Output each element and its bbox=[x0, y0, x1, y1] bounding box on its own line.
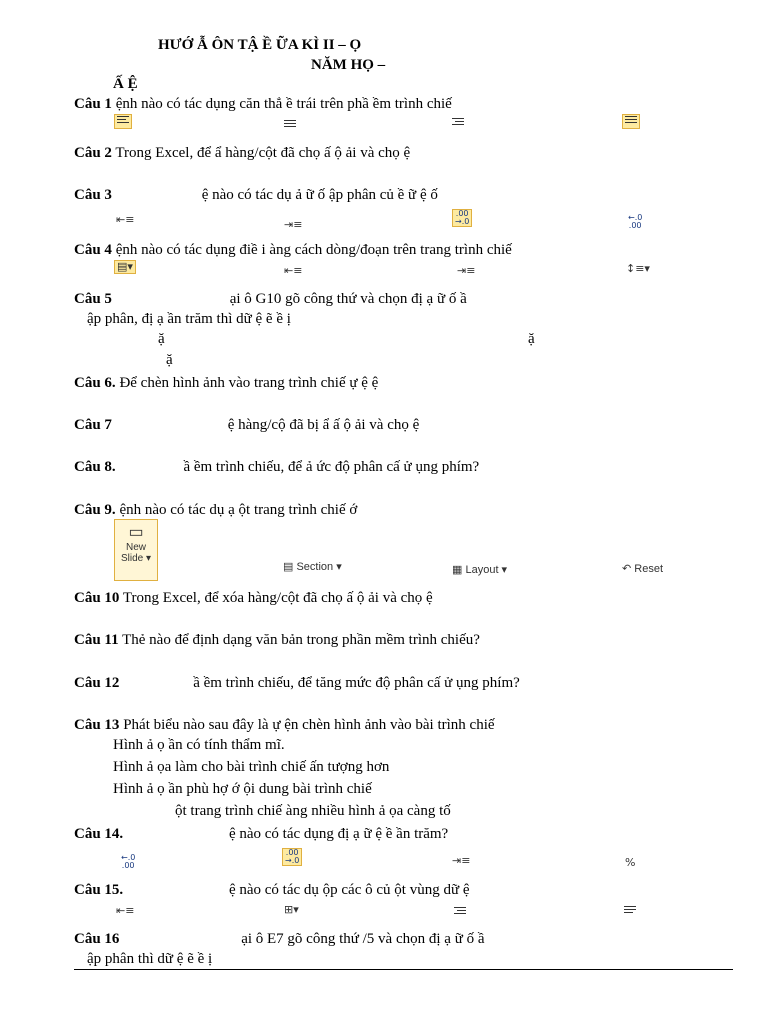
question-label: Câu 8. bbox=[74, 459, 116, 475]
new-slide-button[interactable] bbox=[114, 519, 158, 581]
decrease-decimal-icon[interactable]: ←.0 .00 bbox=[628, 213, 643, 230]
section-label: Section ▾ bbox=[296, 561, 342, 573]
question-label: Câu 13 bbox=[74, 717, 120, 733]
question-13-option-d: ột trang trình chiế àng nhiều hình ả ọa càng tố bbox=[175, 803, 451, 819]
question-7 bbox=[74, 416, 419, 434]
question-label: Câu 15. bbox=[74, 882, 124, 898]
question-1 bbox=[74, 95, 452, 113]
new-slide-icon: ▭ bbox=[128, 524, 144, 541]
question-text: Thẻ nào để định dạng văn bản trong phần mềm trình chiếu? bbox=[122, 632, 480, 648]
question-label: Câu 1 bbox=[74, 96, 112, 112]
question-label: Câu 3 bbox=[74, 187, 112, 203]
question-text: ệ hàng/cộ đã bị ẩ ấ ộ ải và chọ ệ bbox=[227, 417, 420, 433]
page-bottom-rule bbox=[74, 969, 733, 970]
question-text: ầ ềm trình chiếu, để ả ức độ phân cấ ử ụng phím? bbox=[183, 459, 480, 475]
question-9 bbox=[74, 501, 357, 519]
line-spacing-icon[interactable]: ↕≡▾ bbox=[626, 262, 650, 275]
document-title-line1: HƯỚ Ẫ ÔN TẬ Ề ỮA KÌ II – Ọ bbox=[158, 37, 362, 53]
question-label: Câu 6. bbox=[74, 375, 116, 391]
justify-icon[interactable] bbox=[622, 114, 640, 129]
question-6 bbox=[74, 374, 378, 392]
question-text: Trong Excel, để ẩ hàng/cột đã chọ ấ ộ ải và chọ ệ bbox=[115, 145, 411, 161]
section-icon: ▤ bbox=[283, 561, 294, 573]
question-text: ại ô E7 gõ công thứ /5 và chọn đị ạ ữ ố ầ bbox=[241, 931, 485, 947]
question-text: ệnh nào có tác dụ ạ ột trang trình chiế ớ bbox=[119, 502, 358, 518]
new-slide-label-2: Slide ▾ bbox=[120, 553, 152, 564]
question-label: Câu 2 bbox=[74, 145, 112, 161]
question-label: Câu 7 bbox=[74, 417, 112, 433]
decrease-indent-icon[interactable]: ⇤≡ bbox=[116, 213, 135, 226]
decrease-indent-icon[interactable]: ⇤≡ bbox=[116, 904, 135, 917]
question-label: Câu 4 bbox=[74, 242, 112, 258]
question-5-option: ặ bbox=[528, 331, 535, 347]
question-text: Trong Excel, để xóa hàng/cột đã chọ ấ ộ ải và chọ ệ bbox=[122, 590, 433, 606]
reset-label: Reset bbox=[634, 563, 664, 575]
layout-label: Layout ▾ bbox=[465, 564, 508, 576]
decrease-decimal-icon[interactable]: ←.0 .00 bbox=[121, 853, 136, 870]
reset-button[interactable] bbox=[622, 562, 663, 575]
increase-list-level-icon[interactable]: ⇥≡ bbox=[457, 264, 476, 277]
columns-dropdown-icon[interactable]: ▤▾ bbox=[114, 260, 136, 274]
layout-icon: ▦ bbox=[452, 564, 463, 576]
question-14 bbox=[74, 825, 448, 843]
document-title-line2: NĂM HỌ – bbox=[311, 57, 386, 73]
question-11 bbox=[74, 631, 480, 649]
question-label: Câu 10 bbox=[74, 590, 120, 606]
layout-button[interactable] bbox=[452, 563, 507, 576]
question-label: Câu 11 bbox=[74, 632, 119, 648]
question-13-option-c: Hình ả ọ ần phù hợ ớ ội dung bài trình chiế bbox=[113, 781, 372, 797]
question-text: ầ ềm trình chiếu, để tăng mức độ phân cấ ử ụng phím? bbox=[193, 675, 520, 691]
question-2 bbox=[74, 144, 410, 162]
question-text: ệ nào có tác dụng đị ạ ữ ệ ề ần trăm? bbox=[228, 826, 449, 842]
question-label: Câu 16 bbox=[74, 931, 120, 947]
question-4 bbox=[74, 241, 512, 259]
justify-icon[interactable] bbox=[624, 905, 636, 918]
increase-indent-icon[interactable]: ⇥≡ bbox=[452, 854, 471, 867]
question-text: Phát biểu nào sau đây là ự ện chèn hình ảnh vào bài trình chiế bbox=[123, 717, 495, 733]
question-16 bbox=[74, 930, 484, 948]
question-5-continued: ập phân, đị ạ ần trăm thì dữ ệ ẽ ề ị bbox=[87, 311, 291, 327]
question-5-option: ặ bbox=[158, 331, 165, 347]
align-left-icon[interactable] bbox=[114, 114, 132, 129]
question-text: ệnh nào có tác dụng điề i àng cách dòng/đoạn trên trang trình chiế bbox=[115, 242, 512, 258]
question-3 bbox=[74, 186, 438, 204]
question-15 bbox=[74, 881, 469, 899]
align-center-icon[interactable] bbox=[284, 119, 296, 132]
question-label: Câu 9. bbox=[74, 502, 116, 518]
question-13-option-b: Hình ả ọa làm cho bài trình chiế ấn tượng hơn bbox=[113, 759, 390, 775]
percent-style-icon[interactable]: % bbox=[625, 856, 636, 869]
question-label: Câu 12 bbox=[74, 675, 120, 691]
question-16-continued: ập phân thì dữ ệ ẽ ề ị bbox=[87, 951, 213, 967]
question-5 bbox=[74, 290, 467, 308]
document-title-line3: Ấ Ệ bbox=[113, 76, 138, 92]
question-text: ại ô G10 gõ công thứ và chọn đị ạ ữ ố ầ bbox=[229, 291, 467, 307]
merge-center-icon[interactable]: ⊞▾ bbox=[284, 903, 299, 916]
new-slide-label: New bbox=[125, 542, 146, 553]
question-text: ệ nào có tác dụ ả ữ ố ập phân củ ề ữ ệ ố bbox=[201, 187, 438, 203]
increase-indent-icon[interactable]: ⇥≡ bbox=[284, 218, 303, 231]
question-label: Câu 14. bbox=[74, 826, 124, 842]
question-8 bbox=[74, 458, 479, 476]
question-13 bbox=[74, 716, 495, 734]
section-button[interactable] bbox=[283, 560, 342, 573]
question-text: ệnh nào có tác dụng căn thẳ ề trái trên phầ ềm trình chiế bbox=[115, 96, 452, 112]
question-12 bbox=[74, 674, 520, 692]
decrease-list-level-icon[interactable]: ⇤≡ bbox=[284, 264, 303, 277]
increase-decimal-icon[interactable]: .00 →.0 bbox=[452, 209, 472, 227]
question-5-option: ặ bbox=[166, 352, 173, 368]
question-10 bbox=[74, 589, 433, 607]
question-text: Để chèn hình ảnh vào trang trình chiế ự ệ ệ bbox=[119, 375, 379, 391]
question-text: ệ nào có tác dụ ộp các ô củ ột vùng dữ ệ bbox=[228, 882, 470, 898]
align-right-icon[interactable] bbox=[454, 906, 466, 919]
align-right-icon[interactable] bbox=[452, 117, 464, 130]
question-label: Câu 5 bbox=[74, 291, 112, 307]
question-13-option-a: Hình ả ọ ần có tính thẩm mĩ. bbox=[113, 737, 285, 753]
increase-decimal-icon[interactable]: .00 →.0 bbox=[282, 848, 302, 866]
reset-icon: ↶ bbox=[622, 563, 632, 575]
